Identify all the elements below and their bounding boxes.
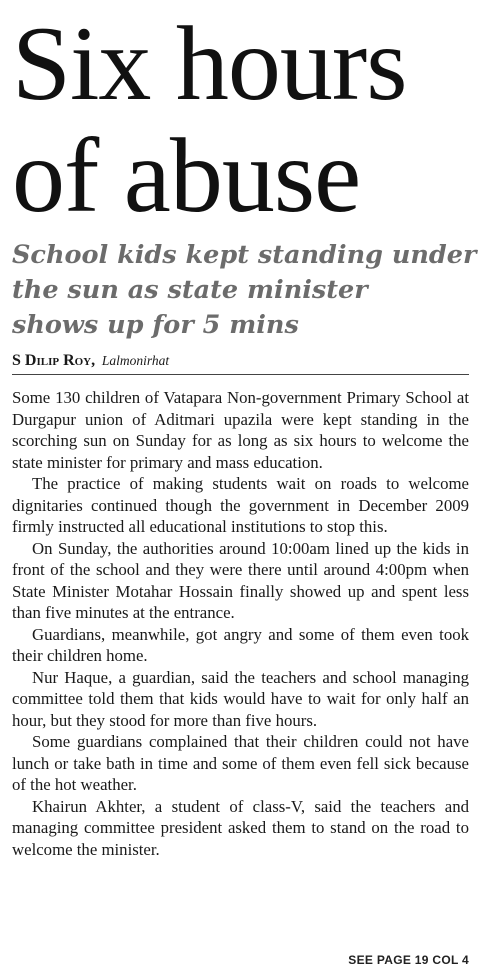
paragraph-7: Khairun Akhter, a student of class-V, said the teachers and managing committee president asked them to stand on the road to welcome the minister. [12, 796, 469, 859]
paragraph-6: Some guardians complained that their children could not have lunch or take bath in time and some of them even fell sick because of the hot weather. [12, 732, 469, 794]
subhead-line-1: School kids kept standing under [12, 240, 477, 270]
headline-line-2: of abuse [12, 117, 361, 234]
paragraph-3: On Sunday, the authorities around 10:00am lined up the kids in front of the school and they were there until around 4:00pm when State Minister Motahar Hossain finally showed up and spent less than five minutes at the entrance. [12, 538, 469, 622]
paragraph-2: The practice of making students wait on roads to welcome dignitaries continued though the government in December 2009 firmly instructed all educational institutions to stop this. [12, 474, 469, 536]
article-body [12, 387, 469, 860]
headline [12, 0, 469, 232]
byline-author: S Dilip Roy, [12, 352, 96, 369]
headline-line-1: Six hours [12, 5, 407, 122]
byline-location: Lalmonirhat [101, 353, 170, 368]
subhead-line-3: shows up for 5 mins [12, 310, 299, 340]
subhead-line-2: the sun as state minister [12, 275, 368, 305]
byline [12, 352, 469, 375]
paragraph-1: Some 130 children of Vatapara Non-government Primary School at Durgapur union of Aditmari upazila were kept standing in the scorching sun on Sunday for as long as six hours to welcome the state minister for primary and mass education. [12, 388, 469, 472]
paragraph-4: Guardians, meanwhile, got angry and some of them even took their children home. [12, 624, 469, 665]
subheadline [12, 238, 477, 343]
paragraph-5: Nur Haque, a guardian, said the teachers and school managing committee told them that kids would have to wait for only half an hour, but they stood for more than five hours. [12, 667, 469, 730]
continued-on-page-note: SEE PAGE 19 COL 4 [348, 953, 469, 967]
